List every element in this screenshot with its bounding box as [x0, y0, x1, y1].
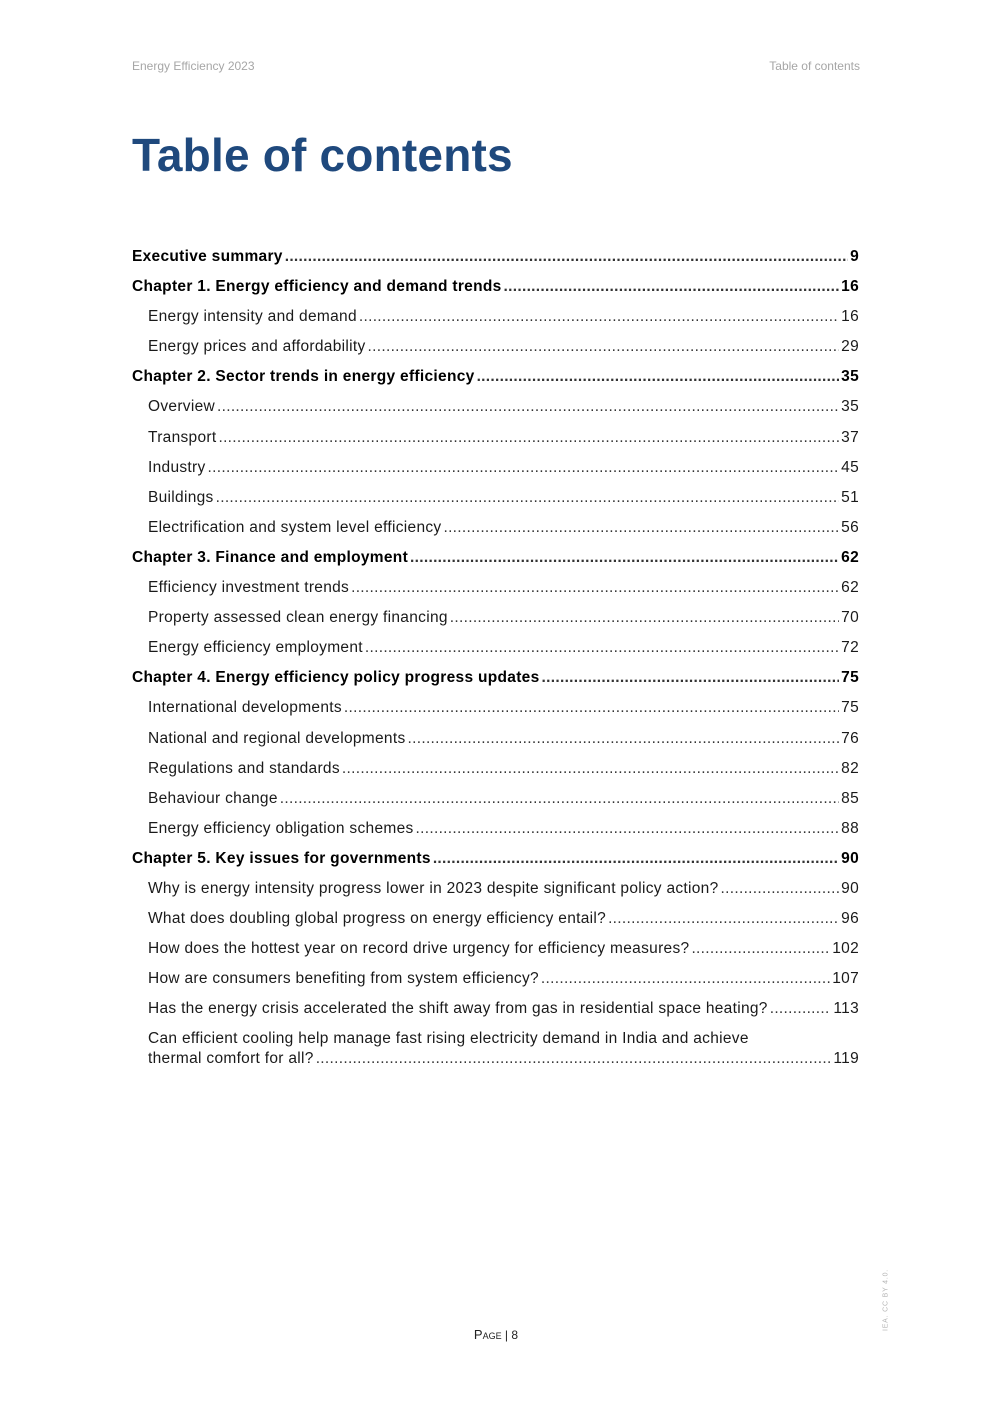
toc-page-number: 56 [841, 518, 859, 536]
toc-page-number: 72 [841, 639, 859, 657]
toc-page-number: 96 [841, 910, 859, 928]
toc-entry-label: How are consumers benefiting from system efficiency? [148, 970, 539, 988]
toc-page-number: 16 [841, 308, 859, 326]
toc-entry-label: Chapter 3. Finance and employment [132, 548, 409, 566]
toc-section-entry[interactable] [132, 428, 859, 458]
toc-dot-leader [365, 638, 839, 658]
toc-page-number: 29 [841, 338, 859, 356]
toc-dot-leader [443, 518, 839, 538]
toc-entry-label: Chapter 1. Energy efficiency and demand trends [132, 278, 502, 296]
toc-dot-leader [359, 307, 839, 327]
toc-dot-leader [280, 789, 839, 809]
toc-page-number: 82 [841, 759, 859, 777]
toc-page-number: 90 [841, 879, 859, 897]
toc-entry-label: Has the energy crisis accelerated the shift away from gas in residential space heating? [148, 1000, 768, 1018]
toc-entry-label: Overview [148, 398, 215, 416]
toc-entry-label: National and regional developments [148, 729, 406, 747]
license-note: IEA. CC BY 4.0. [882, 1268, 890, 1332]
table-of-contents [132, 247, 859, 1079]
toc-page-number: 107 [832, 970, 859, 988]
toc-page-number: 37 [841, 428, 859, 446]
toc-dot-leader [608, 909, 839, 929]
toc-section-entry[interactable] [132, 1029, 859, 1079]
toc-dot-leader [541, 969, 830, 989]
toc-section-entry[interactable] [132, 397, 859, 427]
toc-dot-leader [316, 1049, 832, 1069]
toc-dot-leader [342, 759, 839, 779]
toc-entry-label: Chapter 4. Energy efficiency policy progress updates [132, 669, 540, 687]
toc-section-entry[interactable] [132, 518, 859, 548]
toc-section-entry[interactable] [132, 458, 859, 488]
toc-chapter-entry[interactable] [132, 247, 859, 277]
toc-chapter-entry[interactable] [132, 367, 859, 397]
toc-section-entry[interactable] [132, 578, 859, 608]
toc-section-entry[interactable] [132, 879, 859, 909]
toc-entry-label: International developments [148, 699, 342, 717]
toc-dot-leader [218, 428, 839, 448]
toc-dot-leader [691, 939, 830, 959]
toc-section-entry[interactable] [132, 337, 859, 367]
toc-dot-leader [285, 247, 848, 267]
toc-entry-label-continued: thermal comfort for all? [148, 1050, 314, 1068]
toc-section-entry[interactable] [132, 488, 859, 518]
toc-entry-label: Behaviour change [148, 789, 278, 807]
toc-dot-leader [216, 488, 840, 508]
toc-dot-leader [542, 668, 840, 688]
toc-chapter-entry[interactable] [132, 277, 859, 307]
toc-dot-leader [450, 608, 839, 628]
toc-page-number: 90 [841, 849, 859, 867]
toc-section-entry[interactable] [132, 759, 859, 789]
toc-entry-label: Transport [148, 428, 217, 446]
toc-dot-leader [477, 367, 840, 387]
toc-entry-label: How does the hottest year on record drive urgency for efficiency measures? [148, 940, 690, 958]
toc-page-number: 88 [841, 819, 859, 837]
toc-dot-leader [217, 397, 839, 417]
toc-page-number: 35 [841, 398, 859, 416]
page-word: Page [473, 1327, 502, 1342]
toc-entry-label: Property assessed clean energy financing [148, 609, 448, 627]
toc-page-number: 85 [841, 789, 859, 807]
toc-entry-label: What does doubling global progress on energy efficiency entail? [148, 910, 607, 928]
toc-section-entry[interactable] [132, 789, 859, 819]
toc-section-entry[interactable] [132, 729, 859, 759]
page-separator: | [501, 1328, 512, 1342]
toc-entry-label: Energy prices and affordability [148, 338, 366, 356]
toc-entry-label: Industry [148, 458, 206, 476]
toc-section-entry[interactable] [132, 608, 859, 638]
toc-chapter-entry[interactable] [132, 668, 859, 698]
toc-page-number: 62 [841, 579, 859, 597]
page-footer [0, 1327, 992, 1342]
toc-page-number: 70 [841, 609, 859, 627]
toc-dot-leader [433, 849, 839, 869]
toc-dot-leader [410, 548, 839, 568]
toc-page-number: 75 [841, 699, 859, 717]
page-number: 8 [511, 1328, 519, 1342]
toc-section-entry[interactable] [132, 307, 859, 337]
toc-dot-leader [344, 698, 839, 718]
toc-entry-label: Chapter 2. Sector trends in energy efficiency [132, 368, 475, 386]
toc-dot-leader [368, 337, 840, 357]
toc-page-number: 76 [841, 729, 859, 747]
toc-section-entry[interactable] [132, 909, 859, 939]
toc-entry-label: Can efficient cooling help manage fast rising electricity demand in India and achieve [148, 1030, 749, 1048]
toc-entry-label: Executive summary [132, 248, 283, 265]
toc-entry-label: Chapter 5. Key issues for governments [132, 849, 431, 867]
running-header-left: Energy Efficiency 2023 [132, 59, 255, 73]
toc-section-entry[interactable] [132, 698, 859, 728]
toc-entry-label: Energy efficiency employment [148, 639, 363, 657]
toc-page-number: 62 [841, 548, 859, 566]
toc-entry-label: Why is energy intensity progress lower in 2023 despite significant policy action? [148, 879, 719, 897]
toc-section-entry[interactable] [132, 939, 859, 969]
toc-page-number: 45 [841, 458, 859, 476]
toc-chapter-entry[interactable] [132, 849, 859, 879]
toc-page-number: 9 [850, 248, 859, 265]
toc-entry-label: Energy intensity and demand [148, 308, 357, 326]
toc-page-number: 113 [833, 1000, 859, 1018]
toc-page-number: 75 [841, 669, 859, 687]
toc-dot-leader [416, 819, 840, 839]
toc-dot-leader [208, 458, 840, 478]
toc-chapter-entry[interactable] [132, 548, 859, 578]
toc-page-number: 119 [833, 1050, 859, 1068]
toc-page-number: 102 [832, 940, 859, 958]
toc-dot-leader [721, 879, 840, 899]
toc-entry-label: Efficiency investment trends [148, 579, 350, 597]
toc-entry-label: Energy efficiency obligation schemes [148, 819, 414, 837]
toc-dot-leader [770, 999, 832, 1019]
toc-dot-leader [408, 729, 840, 749]
toc-dot-leader [504, 277, 840, 297]
toc-section-entry[interactable] [132, 638, 859, 668]
toc-section-entry[interactable] [132, 819, 859, 849]
toc-dot-leader [351, 578, 839, 598]
toc-entry-label: Electrification and system level efficiency [148, 518, 442, 536]
toc-section-entry[interactable] [132, 969, 859, 999]
toc-entry-label: Regulations and standards [148, 759, 340, 777]
page-title: Table of contents [132, 129, 513, 181]
toc-entry-label: Buildings [148, 488, 214, 506]
toc-page-number: 35 [841, 368, 859, 386]
toc-page-number: 51 [841, 488, 859, 506]
toc-section-entry[interactable] [132, 999, 859, 1029]
toc-page-number: 16 [841, 278, 859, 296]
running-header-right: Table of contents [769, 59, 860, 73]
